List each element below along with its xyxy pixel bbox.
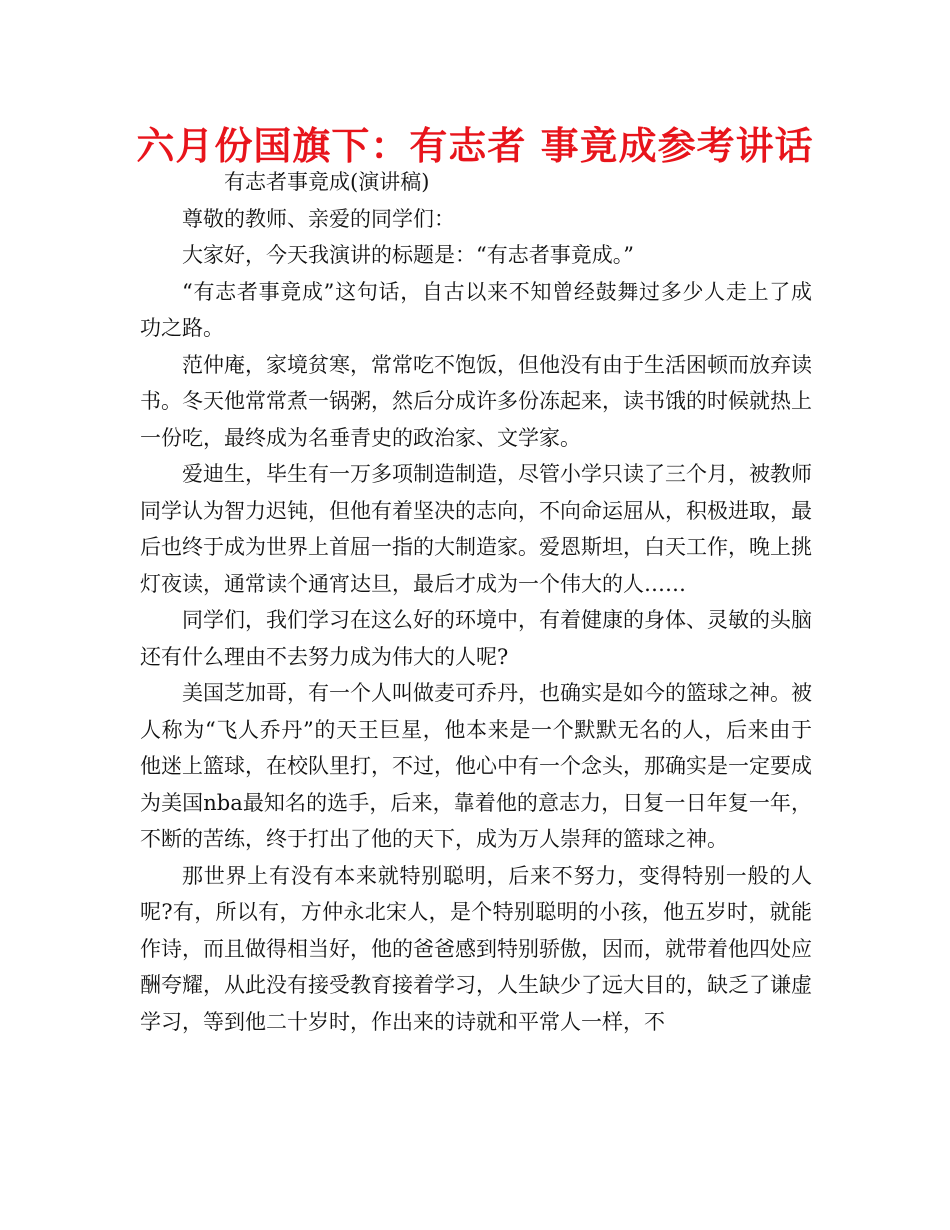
document-title: 六月份国旗下：有志者 事竟成参考讲话 xyxy=(136,124,814,168)
paragraph-fang-zhongyong: 那世界上有没有本来就特别聪明，后来不努力，变得特别一般的人呢?有，所以有，方仲永北宋人，是个特别聪明的小孩，他五岁时，就能作诗，而且做得相当好，他的爸爸感到特别骄傲，因而，就带着他四处应酬夸耀，从此没有接受教育接着学习，人生缺少了远大目的，缺乏了谦虚学习，等到他二十岁时，作出来的诗就和平常人一样，不 xyxy=(140,863,812,1034)
paragraph-edison: 爱迪生，毕生有一万多项制造制造，尽管小学只读了三个月，被教师同学认为智力迟钝，但他有着坚决的志向，不向命运屈从，积极进取，最后也终于成为世界上首屈一指的大制造家。爱恩斯坦，白天工作，晚上挑灯夜读，通常读个通宵达旦，最后才成为一个伟大的人…… xyxy=(140,462,812,596)
paragraph-question: 同学们，我们学习在这么好的环境中，有着健康的身体、灵敏的头脑还有什么理由不去努力成为伟大的人呢? xyxy=(140,608,812,669)
paragraph-jordan: 美国芝加哥，有一个人叫做麦可乔丹，也确实是如今的篮球之神。被人称为“飞人乔丹”的天王巨星，他本来是一个默默无名的人，后来由于他迷上篮球，在校队里打，不过，他心中有一个念头，那确实是一定要成为美国nba最知名的选手，后来，靠着他的意志力，日复一日年复一年，不断的苦练，终于打出了他的天下，成为万人崇拜的篮球之神。 xyxy=(140,681,812,851)
paragraph-intro: “有志者事竟成”这句话，自古以来不知曾经鼓舞过多少人走上了成功之路。 xyxy=(140,279,812,340)
salutation: 尊敬的教师、亲爱的同学们： xyxy=(182,206,455,231)
paragraph-greeting: 大家好，今天我演讲的标题是：“有志者事竟成。” xyxy=(182,243,634,267)
paragraph-fan-zhongyan: 范仲庵，家境贫寒，常常吃不饱饭，但他没有由于生活困顿而放弃读书。冬天他常常煮一锅粥，然后分成许多份冻起来，读书饿的时候就热上一份吃，最终成为名垂青史的政治家、文学家。 xyxy=(140,352,812,450)
speech-subtitle: 有志者事竟成(演讲稿) xyxy=(224,170,430,194)
document-body xyxy=(140,164,812,1040)
